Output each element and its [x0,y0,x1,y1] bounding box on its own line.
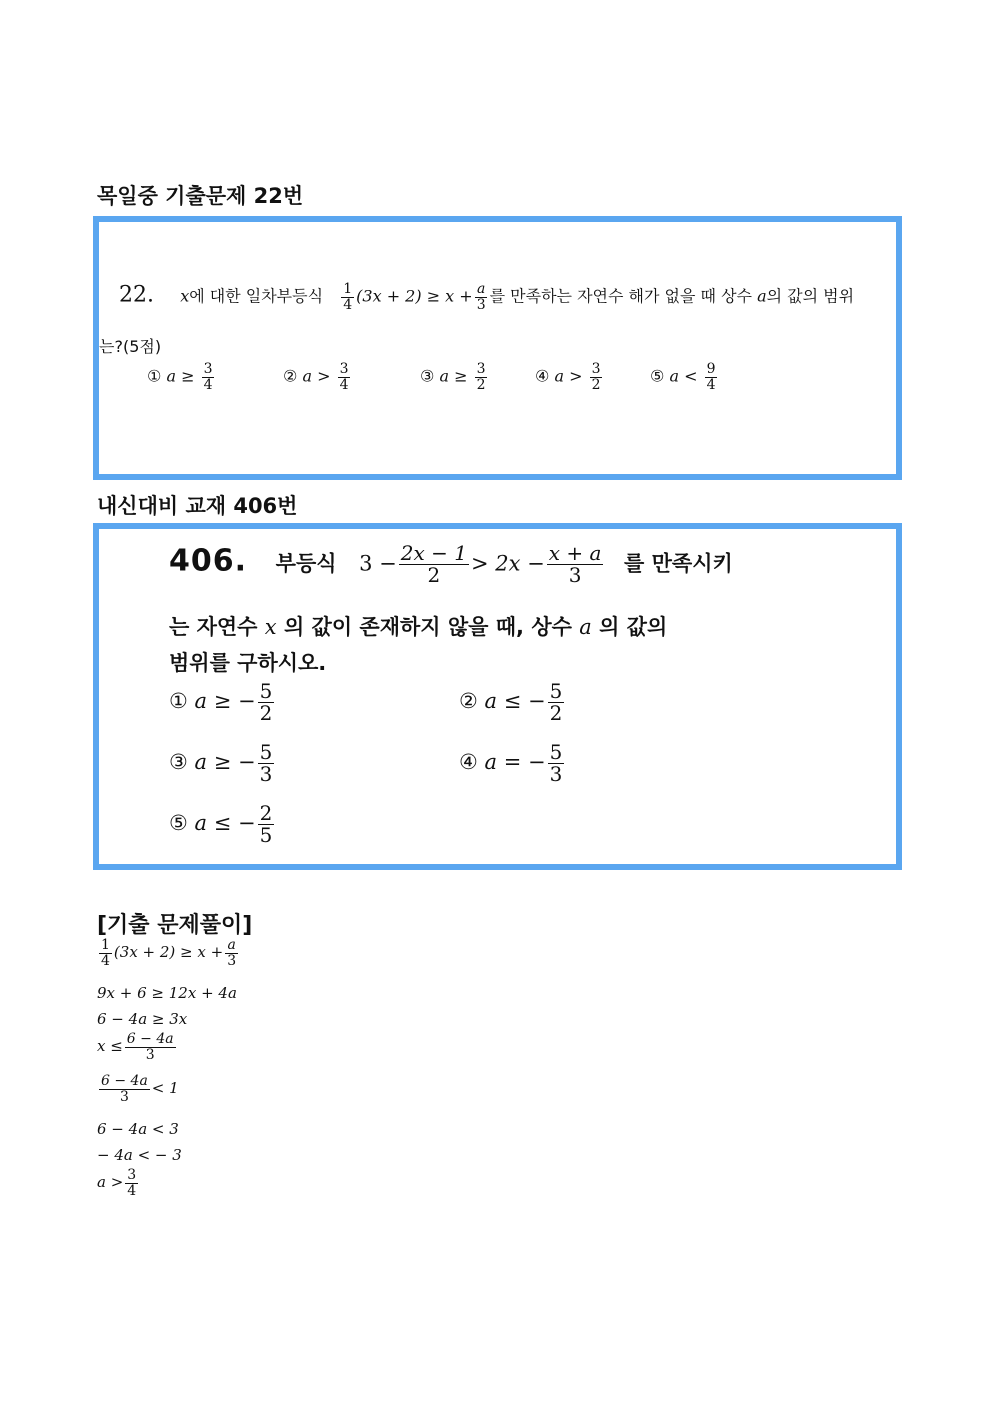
q22-text-a: 에 대한 일차부등식 [189,286,324,306]
q406-ineq-mid: > 2x − [470,551,545,576]
q22-option-2: ② a > $\frac{3}{4}$ [283,361,349,393]
solution-step-5: $\frac{6 - 4a}{3}$ < 1 [101,1073,179,1105]
section-heading-textbook: 내신대비 교재 406번 [97,494,298,518]
q22-frac1: $\frac{1}{4}$ [343,281,353,313]
q406-var-a: a [579,615,592,639]
section-heading-exam: 목일중 기출문제 22번 [97,184,304,208]
q406-number: 406. [169,543,248,579]
q406-line1 [169,543,733,586]
q406-option-4: ④ a = − $\frac{5}{3}$ [459,740,563,786]
solution-step-2: 9x + 6 ≥ 12x + 4a [97,984,237,1002]
q406-line3: 범위를 구하시오. [169,651,327,675]
q22-number: 22. [119,282,154,308]
q406-text-b: 를 만족시키 [624,551,733,576]
q406-ineq-lead: 3 − [359,551,397,576]
solution-step-6: 6 − 4a < 3 [97,1120,179,1138]
q406-option-2: ② a ≤ − $\frac{5}{2}$ [459,679,563,725]
q406-var-x: x [264,615,277,639]
q22-line1 [119,282,854,312]
q406-option-3: ③ a ≥ − $\frac{5}{3}$ [169,740,273,786]
q22-option-4: ④ a > $\frac{3}{2}$ [535,361,601,393]
textbook-problem-box [93,523,902,870]
q22-option-1: ① a ≥ $\frac{3}{4}$ [147,361,213,393]
solution-step-1: $\frac{1}{4}$ (3x + 2) ≥ x + $\frac{a}{3}$ [101,937,237,969]
q22-var-x: x [180,286,190,306]
solution-heading: [기출 문제풀이] [97,913,253,938]
q22-line2: 는?(5점) [99,337,162,356]
q406-frac2: $\frac{x + a}{3}$ [548,541,602,587]
q22-option-3: ③ a ≥ $\frac{3}{2}$ [420,361,486,393]
q22-var-a: a [757,286,767,306]
q22-option-5: ⑤ a < $\frac{9}{4}$ [650,361,716,393]
q406-line2: 는 자연수 x 의 값이 존재하지 않을 때, 상수 a 의 값의 [169,615,668,639]
solution-step-7: − 4a < − 3 [97,1146,182,1164]
q406-option-5: ⑤ a ≤ − $\frac{2}{5}$ [169,801,273,847]
q406-frac1: $\frac{2x - 1}{2}$ [400,541,467,587]
q22-text-b: 를 만족하는 자연수 해가 없을 때 상수 [489,286,752,306]
solution-step-3: 6 − 4a ≥ 3x [97,1010,188,1028]
q22-frac2: $\frac{a}{3}$ [476,281,486,313]
solution-step-8: a > $\frac{3}{4}$ [97,1167,137,1199]
q22-text-c: 의 값의 범위 [766,286,855,306]
q22-ineq-mid: (3x + 2) ≥ x + [356,286,473,306]
exam-problem-box [93,216,902,480]
q406-text-a: 부등식 [275,551,337,576]
solution-step-4: x ≤ $\frac{6 - 4a}{3}$ [97,1031,174,1063]
q406-option-1: ① a ≥ − $\frac{5}{2}$ [169,679,273,725]
